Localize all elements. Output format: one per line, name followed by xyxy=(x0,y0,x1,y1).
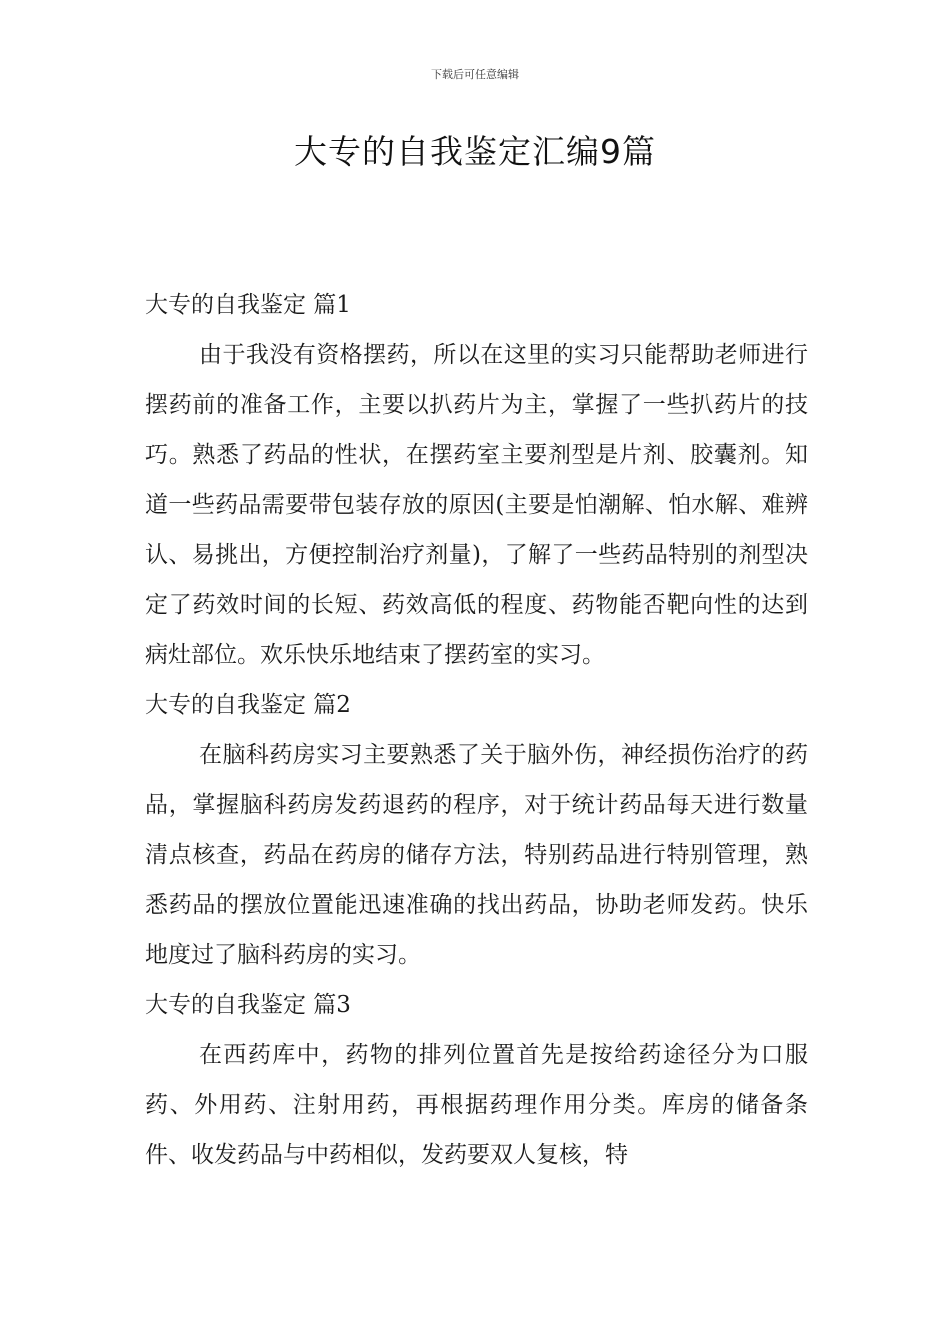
section-heading-2: 大专的自我鉴定 篇2 xyxy=(145,692,351,718)
document-body xyxy=(145,280,808,1180)
section-paragraph-3: 在西药库中，药物的排列位置首先是按给药途径分为口服药、外用药、注射用药，再根据药理作用分类。库房的储备条件、收发药品与中药相似，发药要双人复核，特 xyxy=(145,1042,808,1168)
header-note: 下载后可任意编辑 xyxy=(431,68,519,81)
section-heading-3: 大专的自我鉴定 篇3 xyxy=(145,992,351,1018)
document-title: 大专的自我鉴定汇编9篇 xyxy=(294,132,656,171)
section-paragraph-2: 在脑科药房实习主要熟悉了关于脑外伤，神经损伤治疗的药品，掌握脑科药房发药退药的程序，对于统计药品每天进行数量清点核查，药品在药房的储存方法，特别药品进行特别管理，熟悉药品的摆放位置能迅速准确的找出药品，协助老师发药。快乐地度过了脑科药房的实习。 xyxy=(145,742,808,968)
section-heading-1: 大专的自我鉴定 篇1 xyxy=(145,292,351,318)
section-paragraph-1: 由于我没有资格摆药，所以在这里的实习只能帮助老师进行摆药前的准备工作，主要以扒药片为主，掌握了一些扒药片的技巧。熟悉了药品的性状，在摆药室主要剂型是片剂、胶囊剂。知道一些药品需要带包装存放的原因(主要是怕潮解、怕水解、难辨认、易挑出，方便控制治疗剂量)，了解了一些药品特别的剂型决定了药效时间的长短、药效高低的程度、药物能否靶向性的达到病灶部位。欢乐快乐地结束了摆药室的实习。 xyxy=(145,342,808,668)
